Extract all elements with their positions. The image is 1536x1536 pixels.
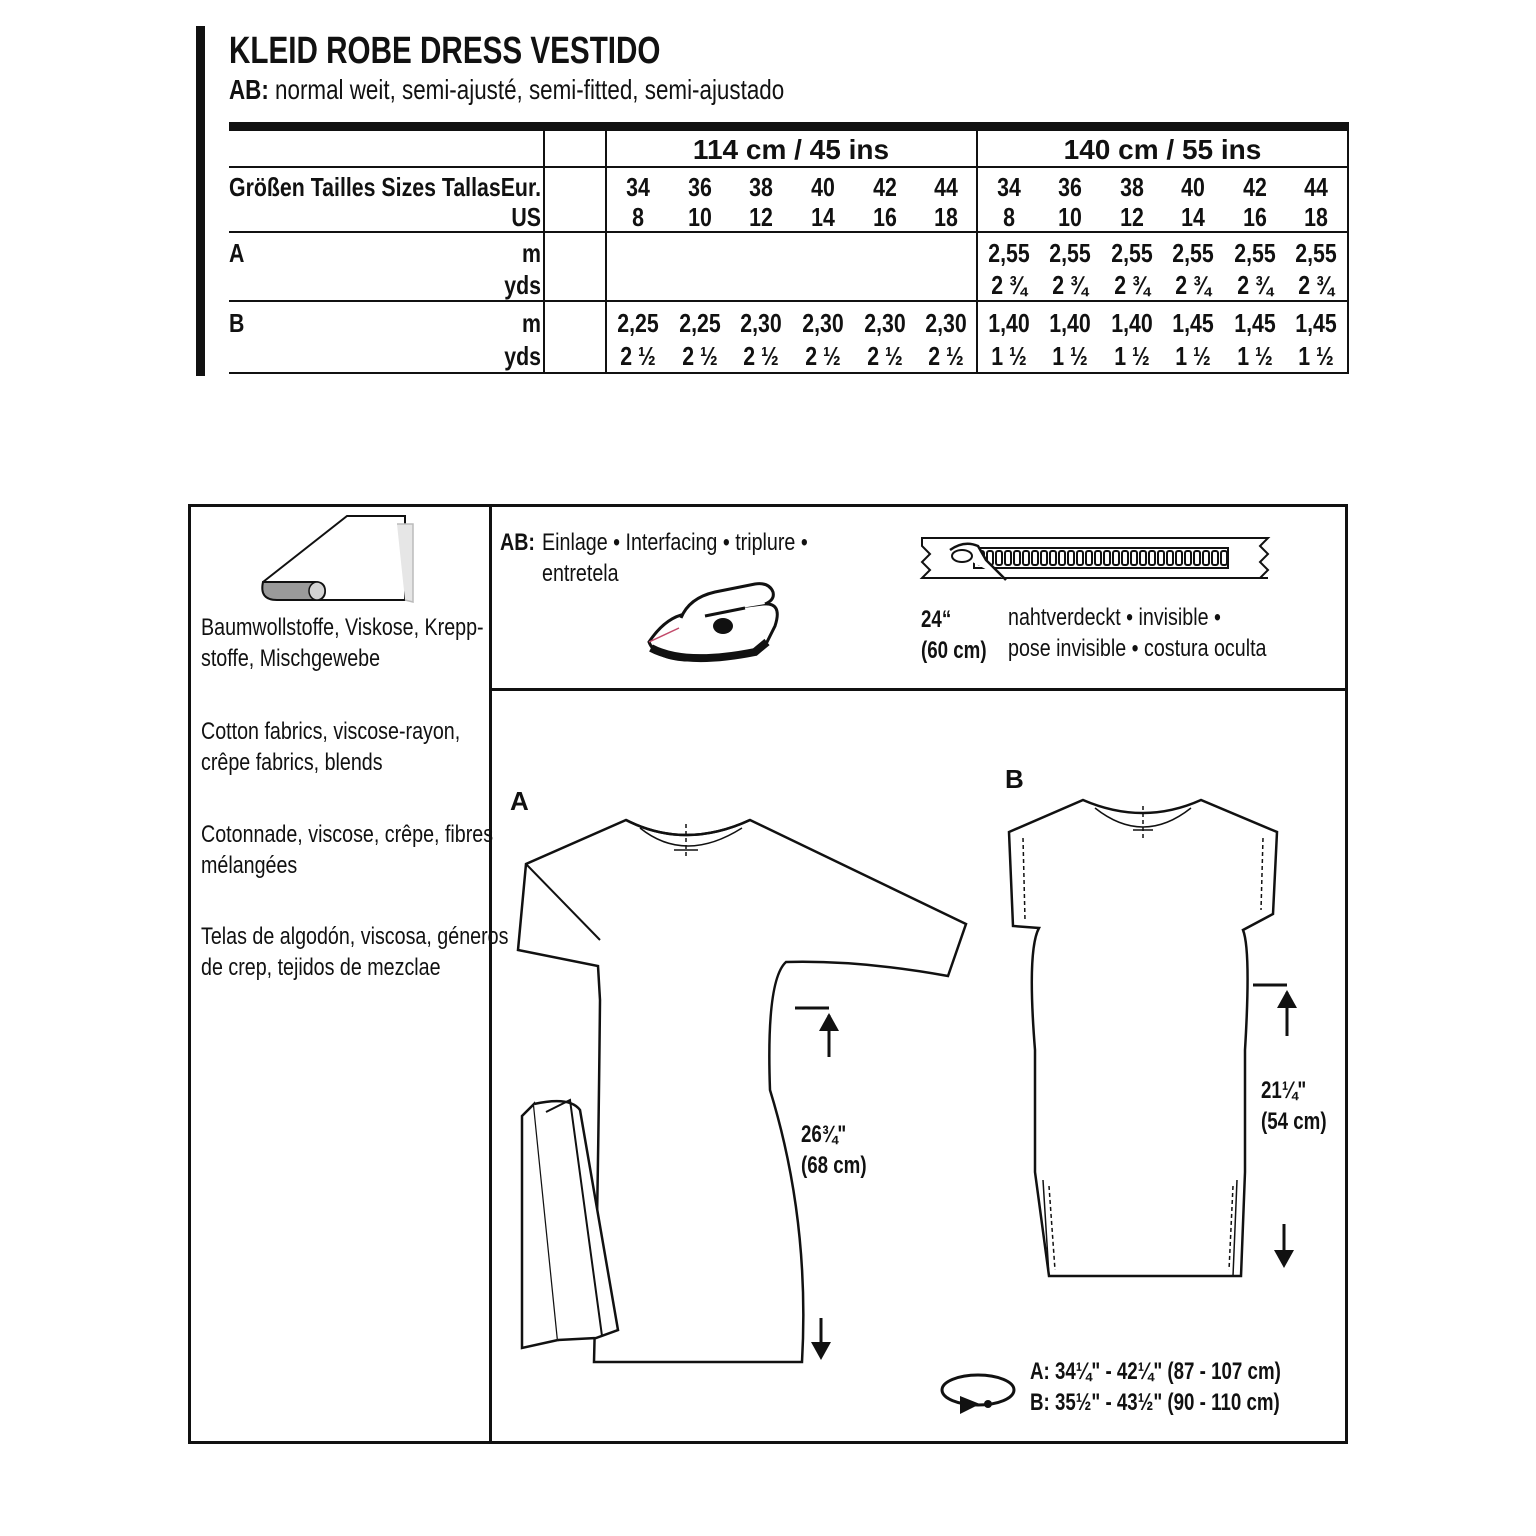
- box-row-divider: [489, 688, 1348, 691]
- zipper-length-inches: 24“: [921, 606, 952, 633]
- length-b-cm: (54 cm): [1261, 1108, 1327, 1135]
- eur-size-cell: 40: [1181, 172, 1206, 202]
- yardage-cell: 2 ¾: [1236, 270, 1273, 300]
- fit-prefix: AB:: [229, 74, 269, 105]
- iron-icon: [645, 578, 790, 668]
- yardage-cell: 2,30: [802, 308, 844, 338]
- eur-size-cell: 40: [810, 172, 835, 202]
- yardage-cell: 2,25: [617, 308, 659, 338]
- eur-size-cell: 44: [1304, 172, 1329, 202]
- eur-size-cell: 34: [625, 172, 650, 202]
- fabrics-fr-line: mélangées: [201, 852, 298, 879]
- us-size-cell: 16: [872, 202, 897, 232]
- interfacing-prefix: AB:: [500, 529, 535, 556]
- us-size-cell: 18: [1304, 202, 1329, 232]
- eur-size-cell: 38: [749, 172, 774, 202]
- yardage-table: [229, 122, 1349, 375]
- zipper-line: nahtverdeckt • invisible •: [1008, 604, 1221, 631]
- zipper-length-cm: (60 cm): [921, 637, 987, 664]
- dress-a-drawing: [510, 800, 980, 1370]
- hip-b: B: 35½" - 43½" (90 - 110 cm): [1030, 1389, 1280, 1416]
- fit-description: [229, 74, 784, 106]
- view-b-label: B: [1005, 764, 1024, 794]
- unit-m-b: m: [522, 308, 541, 338]
- dress-b-drawing: [1005, 790, 1295, 1280]
- fabrics-es-line: Telas de algodón, viscosa, géneros: [201, 923, 509, 950]
- yardage-cell: 2,25: [678, 308, 721, 338]
- hip-measure-icon: [940, 1370, 1020, 1418]
- unit-yds-a: yds: [504, 270, 541, 300]
- fabrics-de-line: Baumwollstoffe, Viskose, Krepp-: [201, 614, 484, 641]
- us-label: US: [511, 202, 541, 232]
- yardage-cell: 2 ½: [866, 341, 903, 371]
- yardage-cell: 1,45: [1172, 308, 1214, 338]
- yardage-cell: 2,55: [987, 238, 1030, 268]
- yardage-cell: 2,30: [863, 308, 906, 338]
- yardage-cell: 2,55: [1049, 238, 1091, 268]
- interfacing-note: [500, 527, 535, 558]
- length-arrow-bottom-a: [808, 1318, 834, 1362]
- length-a-inches: 26¾": [801, 1121, 847, 1148]
- yardage-cell: 1,45: [1295, 308, 1337, 338]
- zipper-line: pose invisible • costura oculta: [1008, 635, 1267, 662]
- yardage-cell: 2 ½: [681, 341, 718, 371]
- yardage-cell: 2 ¾: [1298, 270, 1335, 300]
- eur-size-cell: 38: [1119, 172, 1144, 202]
- fabrics-es: [201, 921, 508, 983]
- length-a-cm: (68 cm): [801, 1152, 867, 1179]
- yardage-cell: 2 ½: [620, 341, 656, 371]
- row-label-a: A: [229, 238, 245, 268]
- interfacing-line: entretela: [542, 560, 619, 587]
- us-size-cell: 14: [1181, 202, 1206, 232]
- zipper-description: [1008, 602, 1266, 664]
- zipper-icon: [920, 532, 1270, 584]
- unit-yds-b: yds: [504, 341, 541, 371]
- yardage-cell: 2 ½: [928, 341, 964, 371]
- table-divider: [976, 131, 978, 372]
- yardage-cell: 2,55: [1172, 238, 1214, 268]
- yardage-cell: 1,45: [1233, 308, 1276, 338]
- yardage-cell: 2,55: [1233, 238, 1276, 268]
- length-arrow-top-a: [795, 1005, 845, 1057]
- eur-size-cell: 34: [996, 172, 1021, 202]
- table-rule: [229, 372, 1349, 374]
- page-title: KLEID ROBE DRESS VESTIDO: [229, 30, 661, 72]
- length-a: [801, 1119, 867, 1181]
- yardage-cell: 2 ½: [743, 341, 779, 371]
- fabric-roll-icon: [255, 512, 425, 604]
- fabrics-en: [201, 716, 460, 778]
- yardage-cell: 2,30: [925, 308, 967, 338]
- fabrics-fr-line: Cotonnade, viscose, crêpe, fibres: [201, 821, 494, 848]
- interfacing-line: Einlage • Interfacing • triplure •: [542, 529, 808, 556]
- yardage-cell: 2,55: [1110, 238, 1153, 268]
- yardage-cell: 1 ½: [1175, 341, 1212, 371]
- left-margin-bar: [196, 26, 205, 376]
- us-size-cell: 18: [934, 202, 959, 232]
- eur-label: Eur.: [500, 172, 541, 202]
- length-b-inches: 21¼": [1261, 1077, 1307, 1104]
- us-size-cell: 12: [1119, 202, 1144, 232]
- zipper-length: [921, 604, 987, 666]
- yardage-cell: 2,30: [740, 308, 782, 338]
- sizes-label: Größen Tailles Sizes Tallas: [229, 172, 501, 202]
- yardage-cell: 1,40: [1110, 308, 1153, 338]
- width-140-header: 140 cm / 55 ins: [1063, 134, 1262, 165]
- eur-size-cell: 36: [687, 172, 712, 202]
- yardage-cell: 1 ½: [1052, 341, 1089, 371]
- table-rule: [229, 166, 1349, 168]
- yardage-cell: 1 ½: [1298, 341, 1335, 371]
- eur-size-cell: 36: [1058, 172, 1083, 202]
- yardage-cell: 2 ¾: [1175, 270, 1212, 300]
- hip-a: A: 34¼" - 42¼" (87 - 107 cm): [1030, 1358, 1281, 1385]
- row-label-b: B: [229, 308, 245, 338]
- us-size-cell: 10: [1058, 202, 1083, 232]
- us-size-cell: 12: [749, 202, 774, 232]
- table-divider: [605, 131, 607, 372]
- fabrics-en-line: crêpe fabrics, blends: [201, 749, 383, 776]
- fabrics-en-line: Cotton fabrics, viscose-rayon,: [201, 718, 461, 745]
- yardage-cell: 1 ½: [990, 341, 1027, 371]
- eur-size-cell: 44: [934, 172, 959, 202]
- fabrics-es-line: de crep, tejidos de mezclae: [201, 954, 441, 981]
- fit-text: normal weit, semi-ajusté, semi-fitted, semi-ajustado: [268, 74, 785, 105]
- us-size-cell: 8: [1002, 202, 1015, 232]
- us-size-cell: 10: [687, 202, 712, 232]
- us-size-cell: 16: [1242, 202, 1267, 232]
- yardage-cell: 2,55: [1295, 238, 1337, 268]
- length-arrow-bottom-b: [1271, 1224, 1297, 1270]
- yardage-cell: 2 ¾: [990, 270, 1027, 300]
- table-top-rule: [229, 122, 1349, 131]
- yardage-cell: 2 ¾: [1113, 270, 1150, 300]
- yardage-cell: 1 ½: [1113, 341, 1150, 371]
- us-size-cell: 14: [810, 202, 835, 232]
- eur-size-cell: 42: [1242, 172, 1267, 202]
- length-arrow-top-b: [1253, 982, 1303, 1036]
- view-a-label: A: [510, 786, 529, 816]
- yardage-cell: 1,40: [987, 308, 1030, 338]
- hip-measurements: [1030, 1356, 1281, 1418]
- table-divider: [543, 131, 545, 372]
- unit-m-a: m: [522, 238, 541, 268]
- table-divider: [1347, 131, 1349, 372]
- yardage-cell: 2 ¾: [1052, 270, 1089, 300]
- yardage-cell: 1,40: [1049, 308, 1091, 338]
- fabrics-fr: [201, 819, 493, 881]
- eur-size-cell: 42: [872, 172, 897, 202]
- width-114-header: 114 cm / 45 ins: [692, 134, 890, 165]
- length-b: [1261, 1075, 1327, 1137]
- us-size-cell: 8: [631, 202, 644, 232]
- yardage-cell: 2 ½: [805, 341, 841, 371]
- yardage-cell: 1 ½: [1236, 341, 1273, 371]
- fabrics-de-line: stoffe, Mischgewebe: [201, 645, 381, 672]
- fabrics-de: [201, 612, 484, 674]
